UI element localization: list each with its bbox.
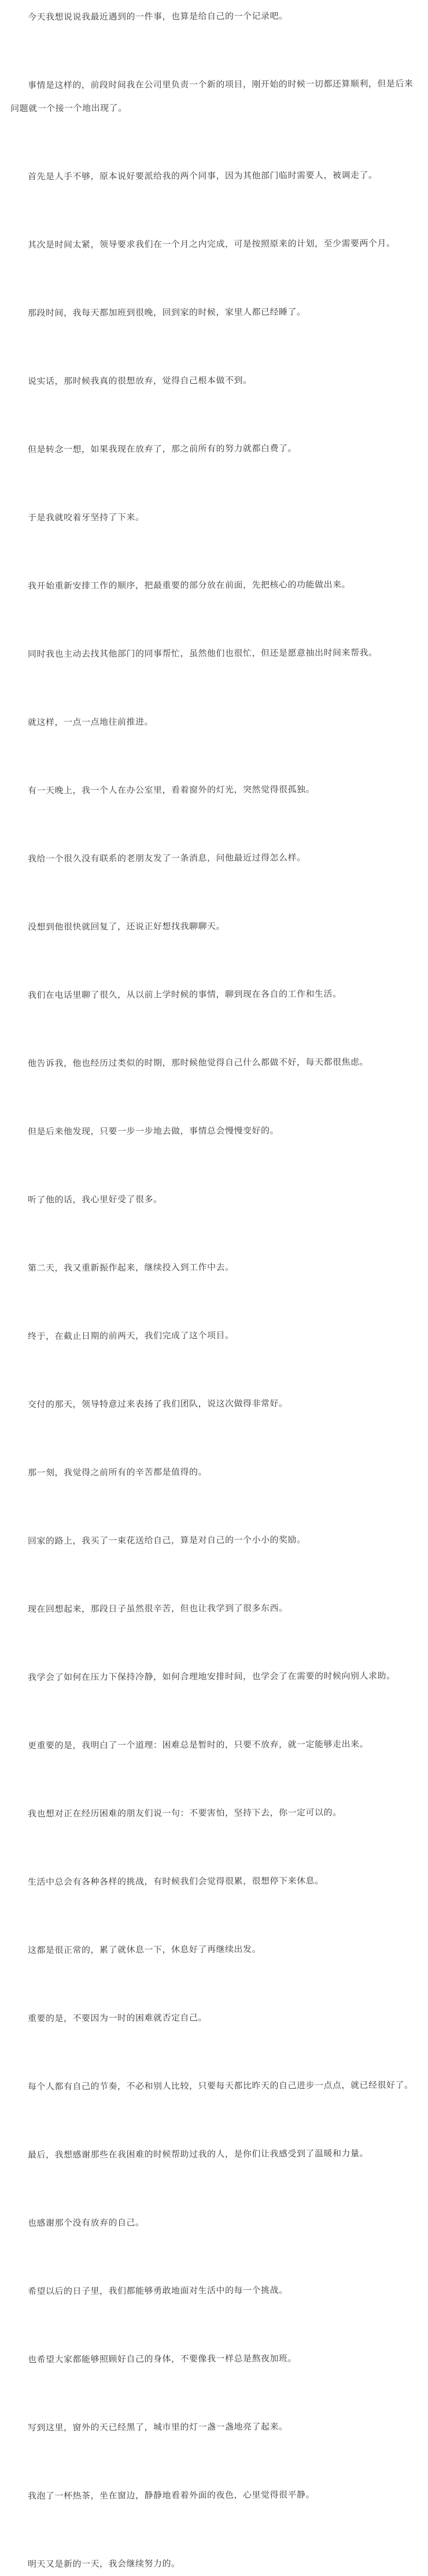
paragraph-4: 其次是时间太紧，领导要求我们在一个月之内完成，可是按照原来的计划，至少需要两个月。 — [27, 238, 396, 250]
paragraph-32: 最后，我想感谢那些在我困难的时候帮助过我的人，是你们让我感受到了温暖和力量。 — [27, 2148, 369, 2160]
paragraph-38: 明天又是新的一天，我会继续努力的。 — [27, 2558, 180, 2570]
paragraph-1: 今天我想说说我最近遇到的一件事，也算是给自己的一个记录吧。 — [27, 10, 288, 23]
paragraph-15: 我们在电话里聊了很久，从以前上学时候的事情，聊到现在各自的工作和生活。 — [27, 989, 342, 1001]
paragraph-14: 没想到他很快就回复了，还说正好想找我聊聊天。 — [27, 920, 226, 932]
paragraph-27: 我也想对正在经历困难的朋友们说一句：不要害怕，坚持下去，你一定可以的。 — [27, 1807, 342, 1819]
paragraph-31: 每个人都有自己的节奏，不必和别人比较，只要每天都比昨天的自己进步一点点，就已经很好了。 — [27, 2079, 414, 2092]
paragraph-2: 事情是这样的，前段时间我在公司里负责一个新的项目，刚开始的时候一切都还算顺利，但是后来问题就一个接一个地出现了。 — [10, 78, 414, 114]
paragraph-24: 现在回想起来，那段日子虽然很辛苦，但也让我学到了很多东西。 — [27, 1602, 288, 1615]
paragraph-34: 希望以后的日子里，我们都能够勇敢地面对生活中的每一个挑战。 — [27, 2285, 288, 2297]
paragraph-11: 就这样，一点一点地往前推进。 — [27, 716, 154, 728]
paragraph-21: 交付的那天，领导特意过来表扬了我们团队，说这次做得非常好。 — [27, 1398, 288, 1410]
paragraph-37: 我泡了一杯热茶，坐在窗边，静静地看着外面的夜色，心里觉得很平静。 — [27, 2489, 315, 2501]
paragraph-22: 那一刻，我觉得之前所有的辛苦都是值得的。 — [27, 1467, 208, 1478]
paragraph-10: 同时我也主动去找其他部门的同事帮忙，虽然他们也很忙，但还是愿意抽出时间来帮我。 — [27, 647, 378, 660]
paragraph-26: 更重要的是，我明白了一个道理：困难总是暂时的，只要不放弃，就一定能够走出来。 — [27, 1738, 369, 1751]
paragraph-25: 我学会了如何在压力下保持冷静，如何合理地安排时间，也学会了在需要的时候向别人求助。 — [27, 1670, 396, 1683]
paragraph-18: 听了他的话，我心里好受了很多。 — [27, 1194, 163, 1205]
paragraph-17: 但是后来他发现，只要一步一步地去做，事情总会慢慢变好的。 — [27, 1125, 279, 1137]
paragraph-33: 也感谢那个没有放弃的自己。 — [27, 2217, 145, 2229]
paragraph-16: 他告诉我，他也经历过类似的时期，那时候他觉得自己什么都做不好，每天都很焦虑。 — [27, 1056, 369, 1069]
paragraph-35: 也希望大家都能够照顾好自己的身体，不要像我一样总是熬夜加班。 — [27, 2353, 297, 2365]
paragraph-8: 于是我就咬着牙坚持了下来。 — [27, 512, 145, 523]
paragraph-36: 写到这里，窗外的天已经黑了，城市里的灯一盏一盏地亮了起来。 — [27, 2421, 288, 2433]
paragraph-30: 重要的是，不要因为一时的困难就否定自己。 — [27, 2012, 208, 2024]
paragraph-9: 我开始重新安排工作的顺序，把最重要的部分放在前面，先把核心的功能做出来。 — [27, 579, 351, 591]
paragraph-3: 首先是人手不够，原本说好要派给我的两个同事，因为其他部门临时需要人，被调走了。 — [27, 169, 378, 182]
paragraph-13: 我给一个很久没有联系的老朋友发了一条消息，问他最近过得怎么样。 — [27, 852, 306, 864]
paragraph-5: 那段时间，我每天都加班到很晚，回到家的时候，家里人都已经睡了。 — [27, 306, 306, 319]
paragraph-12: 有一天晚上，我一个人在办公室里，看着窗外的灯光，突然觉得很孤独。 — [27, 784, 315, 796]
paragraph-6: 说实话，那时候我真的很想放弃，觉得自己根本做不到。 — [27, 375, 252, 387]
paragraph-19: 第二天，我又重新振作起来，继续投入到工作中去。 — [27, 1261, 234, 1274]
paragraph-23: 回家的路上，我买了一束花送给自己，算是对自己的一个小小的奖励。 — [27, 1534, 306, 1546]
paragraph-7: 但是转念一想，如果我现在放弃了，那之前所有的努力就都白费了。 — [27, 443, 297, 455]
paragraph-20: 终于，在截止日期的前两天，我们完成了这个项目。 — [27, 1330, 234, 1342]
paragraph-29: 这都是很正常的，累了就休息一下，休息好了再继续出发。 — [27, 1944, 261, 1956]
paragraph-28: 生活中总会有各种各样的挑战，有时候我们会觉得很累，很想停下来休息。 — [27, 1875, 324, 1887]
